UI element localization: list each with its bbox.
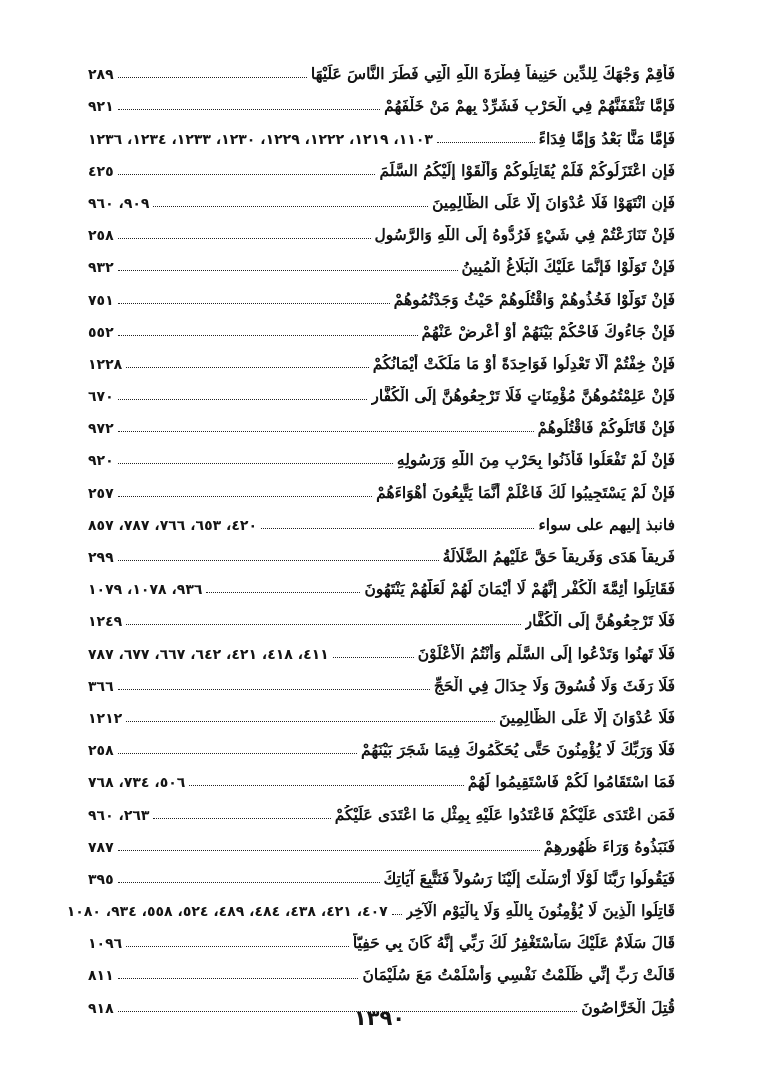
- dot-leader: [206, 592, 360, 593]
- index-entry: [88, 87, 675, 119]
- dot-leader: [118, 303, 390, 304]
- page-references: ٩٠٩، ٩٦٠: [88, 195, 150, 212]
- page-references: ٩٢٠: [88, 453, 114, 470]
- verse-text: فَإِنْ تَوَلَّوْا فَخُذُوهُمْ وَاقْتُلُوهُمْ حَيْثُ وَجَدْتُمُوهُمْ: [393, 289, 675, 309]
- page-references: ٩٧٢: [88, 421, 114, 438]
- page-references: ٨١١: [88, 968, 114, 985]
- dot-leader: [118, 689, 430, 690]
- verse-text: فَإِنِ انْتَهَوْا فَلَا عُدْوَانَ إِلَّا عَلَى الظَّالِمِينَ: [432, 192, 675, 212]
- dot-leader: [118, 270, 458, 271]
- page-references: ١١٠٣، ١٢١٩، ١٢٢٢، ١٢٢٩، ١٢٣٠، ١٢٣٣، ١٢٣٤، ١٢٣٦: [88, 131, 433, 148]
- verse-text: فَإِمَّا مَنًّا بَعْدُ وَإِمَّا فِدَاءً: [538, 128, 675, 148]
- index-entry: [88, 602, 675, 634]
- dot-leader: [437, 142, 535, 143]
- verse-text: فَإِنْ تَوَلَّوْا فَإِنَّمَا عَلَيْكَ الْبَلَاغُ الْمُبِينُ: [461, 257, 675, 277]
- verse-text: فَيَقُولُوا رَبَّنَا لَوْلَا أَرْسَلْتَ إِلَيْنَا رَسُولاً فَنَتَّبِعَ آيَاتِكَ: [383, 868, 675, 888]
- page-references: ٤٢٠، ٦٥٣، ٧٦٦، ٧٨٧، ٨٥٧: [88, 517, 258, 534]
- dot-leader: [118, 882, 380, 883]
- page-references: ٢٥٨: [88, 743, 114, 760]
- page-references: ٢٥٨: [88, 228, 114, 245]
- verse-text: قَاتِلُوا الَّذِينَ لَا يُؤْمِنُونَ بِاللَّهِ وَلَا بِالْيَوْمِ الْآخِرِ: [405, 901, 675, 921]
- page-references: ٢٦٣، ٩٦٠: [88, 807, 150, 824]
- index-entry: [88, 860, 675, 892]
- verse-text: فَمَنِ اعْتَدَى عَلَيْكُمْ فَاعْتَدُوا عَلَيْهِ بِمِثْلِ مَا اعْتَدَى عَلَيْكُمْ: [334, 804, 675, 824]
- verse-text: قُتِلَ الْخَرَّاصُونَ: [581, 997, 675, 1017]
- page-references: ٩٢١: [88, 99, 114, 116]
- index-entry: [88, 409, 675, 441]
- dot-leader: [118, 753, 357, 754]
- dot-leader: [153, 818, 330, 819]
- page-references: ٤٠٧، ٤٢١، ٤٣٨، ٤٨٤، ٤٨٩، ٥٢٤، ٥٥٨، ٩٣٤، ١٠٨٠: [66, 904, 388, 921]
- page-references: ٣٩٥: [88, 871, 114, 888]
- dot-leader: [118, 431, 534, 432]
- page-references: ١٢٤٩: [88, 614, 123, 631]
- page-references: ٩٣٢: [88, 260, 114, 277]
- page-references: ٢٨٩: [88, 67, 114, 84]
- index-entry: [88, 152, 675, 184]
- verse-text: فَمَا اسْتَقَامُوا لَكُمْ فَاسْتَقِيمُوا لَهُمْ: [467, 772, 675, 792]
- index-entry: [88, 795, 675, 827]
- verse-text: فَنَبَذُوهُ وَرَاءَ ظُهُورِهِمْ: [543, 836, 675, 856]
- verse-text: فَإِمَّا تَثْقَفَنَّهُمْ فِي الْحَرْبِ فَشَرِّدْ بِهِمْ مَنْ خَلْفَهُمْ: [384, 96, 675, 116]
- index-entry: [88, 731, 675, 763]
- dot-leader: [189, 785, 463, 786]
- dot-leader: [118, 850, 540, 851]
- page-references: ٤١١، ٤١٨، ٤٢١، ٦٤٢، ٦٦٧، ٦٧٧، ٧٨٧: [88, 646, 329, 663]
- index-entry: [88, 473, 675, 505]
- verse-text: قَالَ سَلَامٌ عَلَيْكَ سَأَسْتَغْفِرُ لَكَ رَبِّي إِنَّهُ كَانَ بِي حَفِيّاً: [352, 933, 675, 953]
- verse-text: فَإِنْ تَنَازَعْتُمْ فِي شَيْءٍ فَرُدُّوهُ إِلَى اللَّهِ وَالرَّسُولِ: [374, 225, 675, 245]
- verse-text: فَإِنْ عَلِمْتُمُوهُنَّ مُؤْمِنَاتٍ فَلَا تَرْجِعُوهُنَّ إِلَى الْكُفَّارِ: [371, 386, 675, 406]
- dot-leader: [153, 206, 428, 207]
- page-references: ١٢٢٨: [88, 356, 123, 373]
- page-references: ٧٨٧: [88, 839, 114, 856]
- verse-text: فانبذ إليهم على سواء: [538, 514, 675, 534]
- page-references: ٩١٨: [88, 1000, 114, 1017]
- dot-leader: [118, 109, 381, 110]
- verse-text: قَالَتْ رَبِّ إِنِّي ظَلَمْتُ نَفْسِي وَأَسْلَمْتُ مَعَ سُلَيْمَانَ: [362, 965, 675, 985]
- verse-text: فَإِنْ جَاءُوكَ فَاحْكُمْ بَيْنَهُمْ أَوْ أَعْرِضْ عَنْهُمْ: [421, 321, 675, 341]
- verse-text: فَلَا رَفَثَ وَلَا فُسُوقَ وَلَا جِدَالَ فِي الْحَجِّ: [433, 675, 675, 695]
- dot-leader: [118, 399, 368, 400]
- dot-leader: [392, 914, 402, 915]
- page-references: ١٠٩٦: [88, 936, 123, 953]
- page-references: ٢٥٧: [88, 485, 114, 502]
- page-references: ٤٢٥: [88, 163, 114, 180]
- index-entry: [88, 345, 675, 377]
- dot-leader: [333, 657, 414, 658]
- dot-leader: [126, 946, 349, 947]
- index-entry: [88, 763, 675, 795]
- index-entry: [88, 506, 675, 538]
- verse-text: فَأَقِمْ وَجْهَكَ لِلدِّينِ حَنِيفاً فِطْرَةَ اللَّهِ الَّتِي فَطَرَ النَّاسَ عَلَيْهَا: [310, 64, 675, 84]
- dot-leader: [126, 624, 520, 625]
- dot-leader: [118, 463, 393, 464]
- index-entry: [66, 892, 675, 924]
- index-entry: [88, 441, 675, 473]
- page-references: ١٢١٢: [88, 710, 123, 727]
- dot-leader: [118, 560, 439, 561]
- dot-leader: [126, 367, 369, 368]
- index-entry: [88, 828, 675, 860]
- page-references: ٢٩٩: [88, 550, 114, 566]
- page-references: ٥٥٢: [88, 324, 114, 341]
- index-entry: [88, 924, 675, 956]
- verse-text: فَلَا تَهِنُوا وَتَدْعُوا إِلَى السَّلْمِ وَأَنْتُمُ الْأَعْلَوْنَ: [417, 643, 675, 663]
- page-references: ٧٥١: [88, 292, 114, 309]
- verse-text: فَلَا وَرَبِّكَ لَا يُؤْمِنُونَ حَتَّى يُحَكِّمُوكَ فِيمَا شَجَرَ بَيْنَهُمْ: [361, 740, 675, 760]
- dot-leader: [118, 174, 376, 175]
- page-number: ١٣٩٠: [353, 1006, 406, 1030]
- verse-text: فَإِنْ قَاتَلُوكُمْ فَاقْتُلُوهُمْ: [537, 418, 675, 438]
- dot-leader: [261, 528, 534, 529]
- dot-leader: [118, 978, 359, 979]
- index-entry: [88, 377, 675, 409]
- page-references: ٣٦٦: [88, 678, 114, 695]
- page-references: ٦٧٠: [88, 389, 114, 406]
- index-entry: [88, 184, 675, 216]
- dot-leader: [126, 721, 495, 722]
- index-entry: [88, 634, 675, 666]
- verse-index-list: [66, 55, 675, 1021]
- index-entry: [88, 570, 675, 602]
- index-entry: [88, 538, 675, 570]
- verse-text: فَإِنْ لَمْ تَفْعَلُوا فَأْذَنُوا بِحَرْبٍ مِنَ اللَّهِ وَرَسُولِهِ: [396, 450, 675, 470]
- index-entry: [88, 667, 675, 699]
- verse-text: فَإِنْ خِفْتُمْ أَلَّا تَعْدِلُوا فَوَاحِدَةً أَوْ مَا مَلَكَتْ أَيْمَانُكُمْ: [372, 353, 675, 373]
- verse-text: فَإِنِ اعْتَزَلُوكُمْ فَلَمْ يُقَاتِلُوكُمْ وَأَلْقَوْا إِلَيْكُمُ السَّلَمَ: [379, 160, 675, 180]
- index-entry: [88, 248, 675, 280]
- dot-leader: [118, 77, 307, 78]
- dot-leader: [118, 238, 371, 239]
- index-entry: [88, 216, 675, 248]
- page-references: ٥٠٦، ٧٣٤، ٧٦٨: [88, 775, 186, 792]
- index-entry: [88, 699, 675, 731]
- page-references: ٩٣٦، ١٠٧٨، ١٠٧٩: [88, 582, 203, 599]
- index-entry: [88, 280, 675, 312]
- index-entry: [88, 119, 675, 151]
- verse-text: فَقَاتِلُوا أَئِمَّةَ الْكُفْرِ إِنَّهُمْ لَا أَيْمَانَ لَهُمْ لَعَلَّهُمْ يَنْتَهُونَ: [364, 579, 675, 599]
- verse-text: فَإِنْ لَمْ يَسْتَجِيبُوا لَكَ فَاعْلَمْ أَنَّمَا يَتَّبِعُونَ أَهْوَاءَهُمْ: [376, 482, 675, 502]
- verse-text: فَلَا تَرْجِعُوهُنَّ إِلَى الْكُفَّارِ: [524, 611, 675, 631]
- dot-leader: [118, 335, 418, 336]
- dot-leader: [118, 496, 373, 497]
- verse-text: فَرِيقاً هَدَى وَفَرِيقاً حَقَّ عَلَيْهِمُ الضَّلَالَةُ: [442, 547, 675, 566]
- index-entry: [88, 55, 675, 87]
- index-entry: [88, 313, 675, 345]
- index-entry: [88, 956, 675, 988]
- verse-text: فَلَا عُدْوَانَ إِلَّا عَلَى الظَّالِمِينَ: [499, 707, 675, 727]
